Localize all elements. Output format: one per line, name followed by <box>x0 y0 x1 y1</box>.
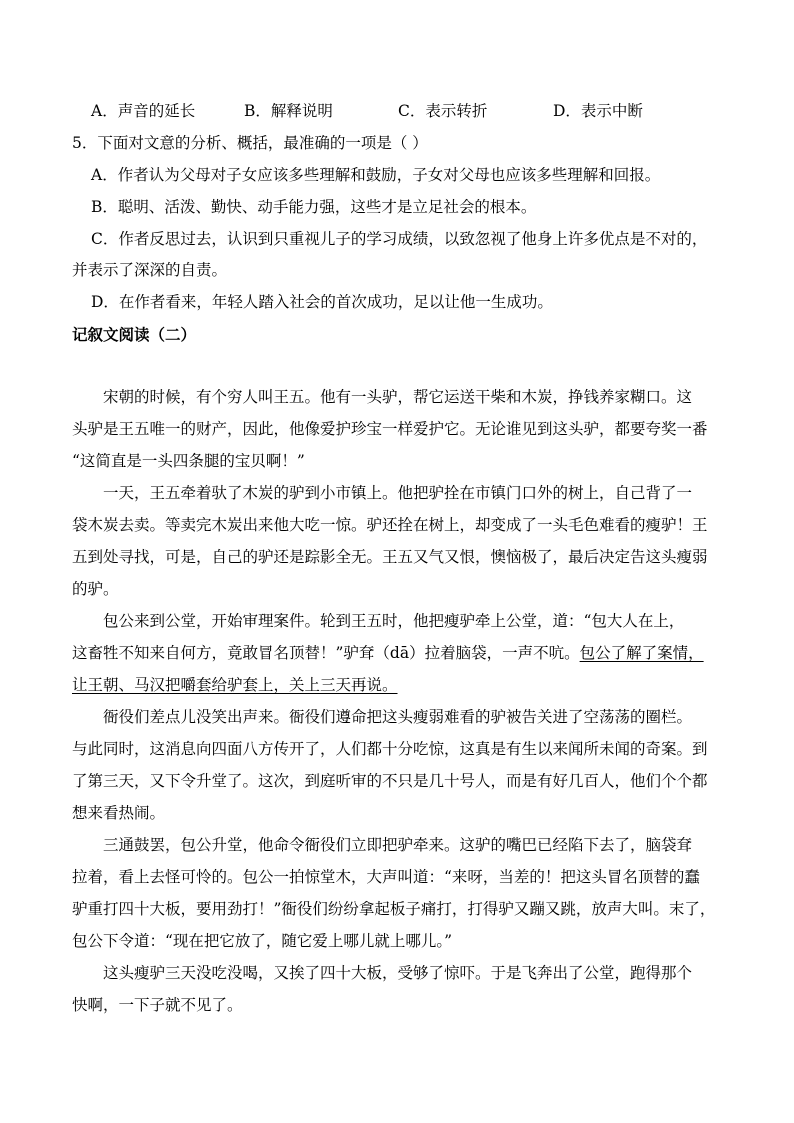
passage-line <box>72 643 704 663</box>
passage-text: 这畜牲不知来自何方，竟敢冒名顶替！”驴耷（dā）拉着脑袋，一声不吭。 <box>72 644 580 662</box>
passage-line: 想来看热闹。 <box>72 804 166 822</box>
passage-line: 头驴是王五唯一的财产，因此，他像爱护珍宝一样爱护它。无论谁见到这头驴，都要夸奖一番 <box>72 420 708 438</box>
passage-line: 这头瘦驴三天没吃没喝，又挨了四十大板，受够了惊吓。于是飞奔出了公堂，跑得那个 <box>103 964 693 982</box>
q5-option-a: A．作者认为父母对子女应该多些理解和鼓励，子女对父母也应该多些理解和回报。 <box>91 166 661 184</box>
q4-option-c: C．表示转折 <box>398 102 488 120</box>
q5-option-b: B．聪明、活泼、勤快、动手能力强，这些才是立足社会的根本。 <box>91 198 537 216</box>
passage-line: 快啊，一下子就不见了。 <box>72 996 243 1014</box>
q4-option-b: B．解释说明 <box>244 102 333 120</box>
q5-option-c-line2: 并表示了深深的自责。 <box>72 261 228 279</box>
underlined-sentence: 让王朝、马汉把嚼套给驴套上，关上三天再说。 <box>72 676 398 694</box>
underlined-sentence: 包公了解了案情， <box>579 644 704 662</box>
q5-stem: 5．下面对文意的分析、概括，最准确的一项是（ ） <box>72 134 428 152</box>
passage-line: 了第三天，又下令升堂了。这次，到庭听审的不只是几十号人，而是有好几百人，他们个个都 <box>72 772 708 790</box>
passage-line: 三通鼓罢，包公升堂，他命令衙役们立即把驴牵来。这驴的嘴巴已经陷下去了，脑袋耷 <box>103 836 693 854</box>
passage-line: 五到处寻找，可是，自己的驴还是踪影全无。王五又气又恨，懊恼极了，最后决定告这头瘦弱 <box>72 548 708 566</box>
q5-option-d: D．在作者看来，年轻人踏入社会的首次成功，足以让他一生成功。 <box>91 293 553 311</box>
passage-line: 拉着，看上去怪可怜的。包公一拍惊堂木，大声叫道：“来呀，当差的！把这头冒名顶替的蠢 <box>72 868 700 886</box>
passage-line: 衙役们差点儿没笑出声来。衙役们遵命把这头瘦弱难看的驴被告关进了空荡荡的圈栏。 <box>103 708 693 726</box>
section-title: 记叙文阅读（二） <box>72 326 197 344</box>
passage-line: 袋木炭去卖。等卖完木炭出来他大吃一惊。驴还拴在树上，却变成了一头毛色难看的瘦驴！王 <box>72 516 708 534</box>
q4-option-d: D．表示中断 <box>553 102 643 120</box>
passage-line: 与此同时，这消息向四面八方传开了，人们都十分吃惊，这真是有生以来闻所未闻的奇案。到 <box>72 740 708 758</box>
passage-line: 的驴。 <box>72 580 119 598</box>
passage-line: 包公下令道：“现在把它放了，随它爱上哪儿就上哪儿。” <box>72 932 453 950</box>
passage-line: 一天，王五牵着驮了木炭的驴到小市镇上。他把驴拴在市镇门口外的树上，自己背了一 <box>103 484 693 502</box>
passage-line: 宋朝的时候，有个穷人叫王五。他有一头驴，帮它运送干柴和木炭，挣钱养家糊口。这 <box>103 388 693 406</box>
passage-line: 驴重打四十大板，要用劲打！”衙役们纷纷拿起板子痛打，打得驴又蹦又跳，放声大叫。末了， <box>72 900 716 918</box>
passage-line <box>72 675 398 695</box>
passage-line: 包公来到公堂，开始审理案件。轮到王五时，他把瘦驴牵上公堂，道：“包大人在上， <box>103 612 685 630</box>
q5-option-c-line1: C．作者反思过去，认识到只重视儿子的学习成绩，以致忽视了他身上许多优点是不对的， <box>91 230 708 248</box>
passage-line: “这简直是一头四条腿的宝贝啊！” <box>72 452 305 470</box>
q4-option-a: A．声音的延长 <box>91 102 196 120</box>
